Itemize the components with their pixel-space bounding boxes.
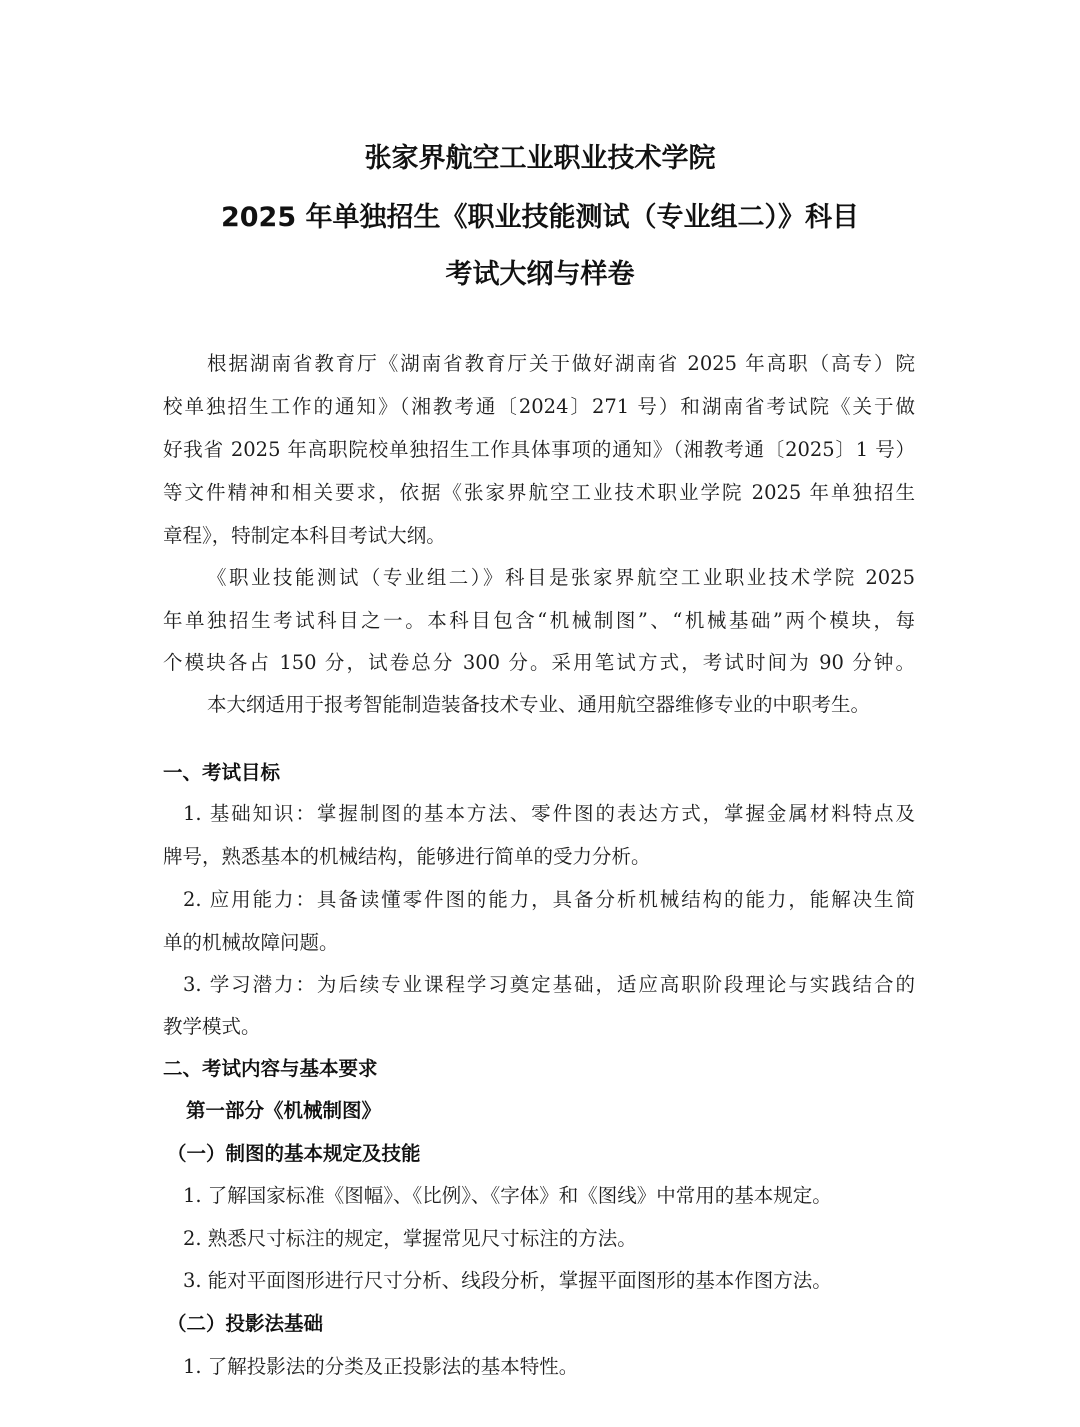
section1-item-2-line: 单的机械故障问题。 [163, 931, 339, 954]
intro-para2-line: 年单独招生考试科目之一。本科目包含“机械制图”、“机械基础”两个模块，每 [163, 609, 915, 632]
section1-item-3-line: 3. 学习潜力：为后续专业课程学习奠定基础，适应高职阶段理论与实践结合的 [183, 973, 915, 996]
section1-item-1-line: 牌号，熟悉基本的机械结构，能够进行简单的受力分析。 [163, 845, 651, 868]
intro-para1-line: 好我省 2025 年高职院校单独招生工作具体事项的通知》（湘教考通〔2025〕1 号） [163, 438, 915, 461]
section1-heading: 一、考试目标 [163, 761, 281, 784]
section1-item-1-line: 1. 基础知识：掌握制图的基本方法、零件图的表达方式，掌握金属材料特点及 [183, 802, 915, 825]
sub1-heading: （一）制图的基本规定及技能 [167, 1142, 421, 1165]
intro-para1-line: 等文件精神和相关要求，依据《张家界航空工业技术职业学院 2025 年单独招生 [163, 481, 915, 504]
section2-heading: 二、考试内容与基本要求 [163, 1057, 378, 1080]
section1-item-3-line: 教学模式。 [163, 1015, 261, 1038]
section1-item-2-line: 2. 应用能力：具备读懂零件图的能力，具备分析机械结构的能力，能解决生简 [183, 888, 915, 911]
sub1-item: 3. 能对平面图形进行尺寸分析、线段分析，掌握平面图形的基本作图方法。 [183, 1269, 832, 1292]
intro-para2-line: 《职业技能测试（专业组二）》科目是张家界航空工业职业技术学院 2025 [207, 566, 915, 589]
sub1-item: 1. 了解国家标准《图幅》、《比例》、《字体》和《图线》中常用的基本规定。 [183, 1184, 832, 1207]
document-title-line-2: 2025 年单独招生《职业技能测试（专业组二）》科目 [220, 202, 860, 233]
sub2-item: 1. 了解投影法的分类及正投影法的基本特性。 [183, 1355, 579, 1378]
intro-para1-line: 章程》，特制定本科目考试大纲。 [163, 524, 446, 547]
sub2-heading: （二）投影法基础 [167, 1312, 324, 1335]
intro-para3: 本大纲适用于报考智能制造装备技术专业、通用航空器维修专业的中职考生。 [207, 693, 871, 716]
document-title-line-1: 张家界航空工业职业技术学院 [364, 143, 716, 174]
intro-para2-line: 个模块各占 150 分，试卷总分 300 分。采用笔试方式，考试时间为 90 分钟。 [163, 651, 915, 674]
intro-para1-line: 根据湖南省教育厅《湖南省教育厅关于做好湖南省 2025 年高职（高专）院 [207, 352, 915, 375]
part1-heading: 第一部分《机械制图》 [186, 1099, 382, 1122]
intro-para1-line: 校单独招生工作的通知》（湘教考通〔2024〕271 号）和湖南省考试院《关于做 [163, 395, 915, 418]
document-title-line-3: 考试大纲与样卷 [445, 259, 635, 290]
sub1-item: 2. 熟悉尺寸标注的规定，掌握常见尺寸标注的方法。 [183, 1227, 637, 1250]
